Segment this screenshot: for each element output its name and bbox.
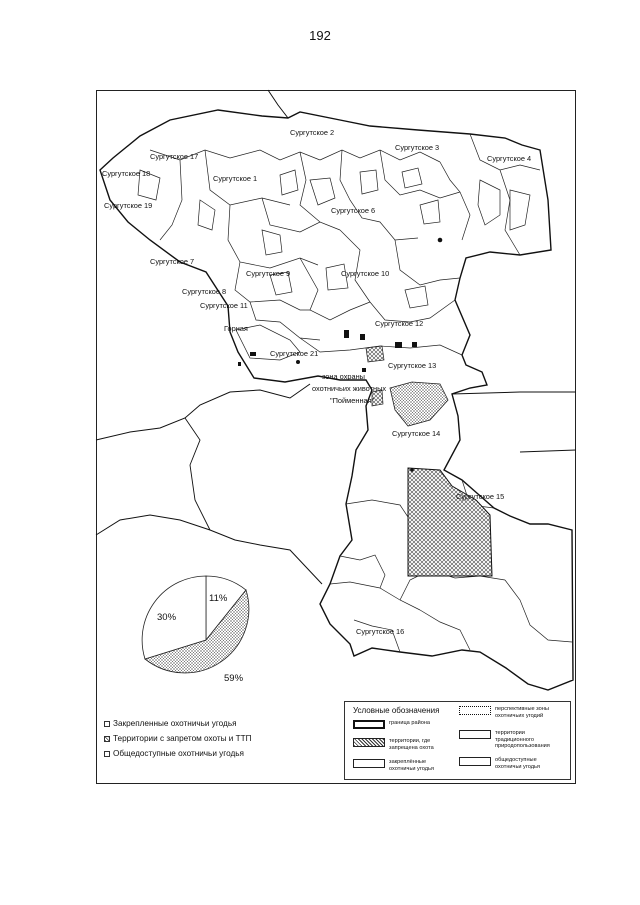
district-label: Сургутское 19 bbox=[104, 201, 153, 210]
legend-item-assigned bbox=[353, 759, 451, 772]
neighbour-boundary bbox=[268, 90, 288, 118]
district-label: Сургутское 9 bbox=[246, 269, 291, 278]
pie-legend-text: Территории с запретом охоты и ТТП bbox=[113, 734, 252, 743]
district-label: Сургутское 17 bbox=[150, 152, 199, 161]
legend-text: территории, где запрещена охота bbox=[389, 738, 434, 751]
legend-item-boundary bbox=[353, 720, 451, 729]
page-number: 192 bbox=[309, 28, 331, 43]
pie-legend-item bbox=[104, 746, 252, 761]
pie-label-30: 30% bbox=[157, 612, 177, 623]
district-label: Сургутское 10 bbox=[341, 269, 390, 278]
district-label: Сургутское 18 bbox=[102, 169, 151, 178]
legend-text: общедоступные охотничьи угодья bbox=[495, 757, 540, 770]
pie-legend bbox=[104, 716, 252, 761]
zone-label: зона охраны bbox=[322, 372, 365, 381]
legend-item-public bbox=[459, 757, 557, 770]
district-label: Сургутское 13 bbox=[388, 361, 437, 370]
district-label: Сургутское 15 bbox=[456, 492, 505, 501]
pie-legend-text: Закрепленные охотничьи угодья bbox=[113, 719, 237, 728]
legend-swatch bbox=[104, 721, 110, 727]
legend-text: территории традиционного природопользования bbox=[495, 730, 550, 750]
map-legend bbox=[344, 701, 571, 780]
pie-legend-item bbox=[104, 731, 252, 746]
pie-legend-item bbox=[104, 716, 252, 731]
neighbour-boundary bbox=[96, 384, 310, 440]
legend-item-prospective bbox=[459, 706, 557, 719]
gornaya-label: Горная bbox=[224, 324, 248, 333]
zone-label: "Пойменная" bbox=[330, 396, 375, 405]
neighbour-boundary bbox=[452, 392, 576, 394]
legend-item-prohibited bbox=[353, 738, 451, 751]
district-label: Сургутское 1 bbox=[213, 174, 258, 183]
district-label: Сургутское 4 bbox=[487, 154, 532, 163]
district-label: Сургутское 11 bbox=[200, 301, 248, 310]
district-label: Сургутское 7 bbox=[150, 257, 195, 266]
district-label: Сургутское 8 bbox=[182, 287, 227, 296]
district-label: Сургутское 12 bbox=[375, 319, 424, 328]
zone-label: охотничьих животных bbox=[312, 384, 387, 393]
legend-symbol bbox=[353, 759, 385, 768]
legend-symbol bbox=[459, 757, 491, 766]
prohibited-zone bbox=[366, 346, 384, 362]
legend-symbol bbox=[353, 738, 385, 747]
legend-swatch bbox=[104, 751, 110, 757]
legend-item-traditional bbox=[459, 730, 557, 750]
legend-text: граница района bbox=[389, 720, 431, 726]
prohibited-zone bbox=[408, 468, 492, 576]
pie-legend-text: Общедоступные охотничьи угодья bbox=[113, 749, 244, 758]
legend-text: перспективные зоны охотничьих угодий bbox=[495, 706, 549, 719]
district-label: Сургутское 14 bbox=[392, 429, 441, 438]
pie-label-11: 11% bbox=[209, 593, 228, 604]
legend-title: Условные обозначения bbox=[353, 706, 440, 715]
district-label: Сургутское 3 bbox=[395, 143, 440, 152]
district-label: Сургутское 16 bbox=[356, 627, 405, 636]
legend-symbol bbox=[353, 720, 385, 729]
neighbour-boundary bbox=[96, 515, 322, 584]
legend-swatch bbox=[104, 736, 110, 742]
district-label: Сургутское 2 bbox=[290, 128, 335, 137]
legend-symbol bbox=[459, 730, 491, 739]
legend-symbol bbox=[459, 706, 491, 715]
pie-chart bbox=[142, 576, 249, 684]
pie-label-59: 59% bbox=[224, 673, 244, 684]
legend-text: закреплённые охотничьи угодья bbox=[389, 759, 434, 772]
district-label: Сургутское 21 bbox=[270, 349, 319, 358]
district-label: Сургутское 6 bbox=[331, 206, 376, 215]
neighbour-boundary bbox=[185, 418, 210, 530]
neighbour-boundary bbox=[520, 450, 576, 452]
